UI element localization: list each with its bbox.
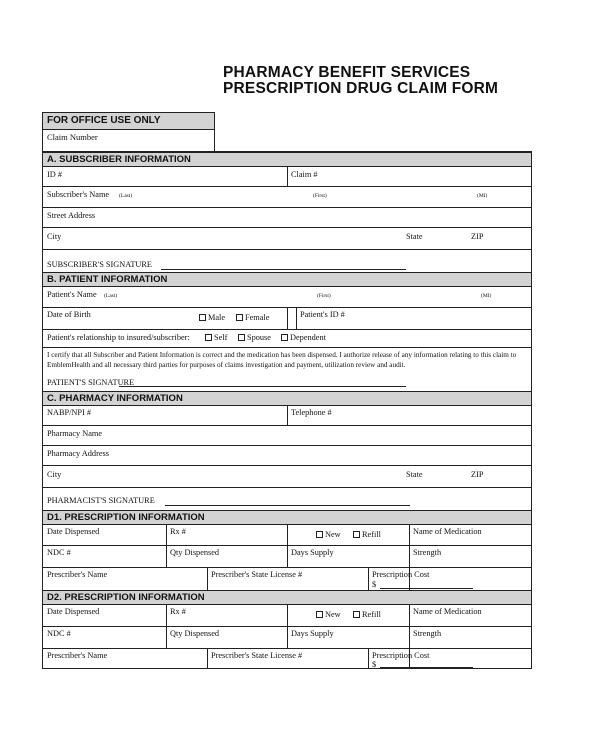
gender-female-option[interactable] [236, 313, 269, 323]
checkbox-icon[interactable] [205, 334, 212, 341]
divider [368, 648, 369, 668]
checkbox-icon[interactable] [236, 314, 243, 321]
rx1-rx-number-field[interactable]: Rx # [170, 527, 186, 536]
office-use-box [42, 112, 215, 152]
subscriber-signature-line[interactable] [161, 269, 406, 270]
divider [43, 347, 531, 348]
subscriber-zip-field[interactable]: ZIP [471, 232, 484, 241]
subscriber-signature-label: SUBSCRIBER'S SIGNATURE [47, 260, 152, 269]
rx2-qty-field[interactable]: Qty Dispensed [170, 629, 220, 638]
subscriber-mi-hint: (MI) [477, 193, 488, 199]
rx2-cost-line[interactable] [380, 667, 473, 668]
rx2-new-option[interactable] [316, 610, 341, 620]
subscriber-first-hint: (First) [313, 193, 327, 199]
claim-form [42, 151, 532, 669]
rx1-new-label: New [325, 530, 341, 539]
rx1-refill-option[interactable] [353, 530, 381, 540]
pharmacy-state-field[interactable]: State [406, 470, 423, 479]
rx2-days-supply-field[interactable]: Days Supply [291, 629, 334, 638]
divider [43, 227, 531, 228]
patient-id-field[interactable]: Patient's ID # [300, 310, 345, 319]
divider [43, 567, 531, 568]
checkbox-icon[interactable] [353, 611, 360, 618]
divider [207, 648, 208, 668]
divider [43, 249, 531, 250]
subscriber-city-field[interactable]: City [47, 232, 62, 241]
checkbox-icon[interactable] [281, 334, 288, 341]
rx1-cost-line[interactable] [380, 588, 473, 589]
rx1-medication-name-field[interactable]: Name of Medication [413, 527, 482, 536]
divider [43, 626, 531, 627]
rx2-refill-label: Refill [362, 610, 381, 619]
relationship-self-option[interactable] [205, 333, 227, 343]
rx1-dollar-sign: $ [372, 580, 377, 589]
divider [43, 487, 531, 488]
pharmacy-zip-field[interactable]: ZIP [471, 470, 484, 479]
pharmacy-address-field[interactable]: Pharmacy Address [47, 449, 109, 458]
rx2-cost-label: Prescription Cost [372, 651, 430, 660]
subscriber-last-hint: (Last) [119, 193, 133, 199]
patient-name-field[interactable]: Patient's Name [47, 290, 97, 299]
rx2-prescriber-name-field[interactable]: Prescriber's Name [47, 651, 108, 660]
patient-first-hint: (First) [317, 293, 331, 299]
self-label: Self [214, 333, 228, 342]
divider [43, 648, 531, 649]
male-label: Male [208, 313, 226, 322]
checkbox-icon[interactable] [316, 531, 323, 538]
divider [43, 465, 531, 466]
subscriber-state-field[interactable]: State [406, 232, 423, 241]
rx2-date-dispensed-field[interactable]: Date Dispensed [47, 607, 100, 616]
gender-male-option[interactable] [199, 313, 225, 323]
checkbox-icon[interactable] [316, 611, 323, 618]
rx1-days-supply-field[interactable]: Days Supply [291, 548, 334, 557]
pharmacy-nabp-field[interactable]: NABP/NPI # [47, 408, 92, 417]
subscriber-id-field[interactable]: ID # [47, 170, 62, 179]
patient-mi-hint: (MI) [481, 293, 492, 299]
patient-dob-field[interactable]: Date of Birth [47, 310, 91, 319]
divider [368, 567, 369, 590]
divider [43, 445, 531, 446]
pharmacist-signature-label: PHARMACIST'S SIGNATURE [47, 496, 155, 505]
office-use-header: FOR OFFICE USE ONLY [43, 113, 214, 130]
rx2-medication-name-field[interactable]: Name of Medication [413, 607, 482, 616]
certification-statement: I certify that all Subscriber and Patient Information is correct and the medication has been dispensed. I authorize release of any information relating to this claim to EmblemHealth and all necessary third parties for purposes of claims investigation and payment, utilization review and audit. [47, 351, 517, 369]
rx2-strength-field[interactable]: Strength [413, 629, 442, 638]
subscriber-name-field[interactable]: Subscriber's Name [47, 190, 110, 199]
divider [43, 207, 531, 208]
rx1-refill-label: Refill [362, 530, 381, 539]
divider [296, 307, 297, 329]
rx1-strength-field[interactable]: Strength [413, 548, 442, 557]
rx1-ndc-field[interactable]: NDC # [47, 548, 71, 557]
rx2-rx-number-field[interactable]: Rx # [170, 607, 186, 616]
form-title-line1: PHARMACY BENEFIT SERVICES [223, 64, 471, 81]
pharmacy-telephone-field[interactable]: Telephone # [291, 408, 332, 417]
checkbox-icon[interactable] [353, 531, 360, 538]
relationship-dependent-option[interactable] [281, 333, 326, 343]
patient-last-hint: (Last) [104, 293, 118, 299]
patient-signature-label: PATIENT'S SIGNATURE [47, 378, 135, 387]
form-title-line2: PRESCRIPTION DRUG CLAIM FORM [223, 80, 499, 97]
subscriber-claim-field[interactable]: Claim # [291, 170, 318, 179]
rx1-prescriber-name-field[interactable]: Prescriber's Name [47, 570, 108, 579]
rx1-license-field[interactable]: Prescriber's State License # [211, 570, 303, 579]
divider [43, 425, 531, 426]
rx2-refill-option[interactable] [353, 610, 381, 620]
claim-number-field[interactable]: Claim Number [47, 132, 98, 142]
divider [43, 545, 531, 546]
female-label: Female [245, 313, 270, 322]
section-patient-header: B. PATIENT INFORMATION [43, 272, 531, 287]
rx1-qty-field[interactable]: Qty Dispensed [170, 548, 220, 557]
subscriber-address-field[interactable]: Street Address [47, 211, 96, 220]
divider [287, 307, 288, 329]
relationship-spouse-option[interactable] [238, 333, 271, 343]
rx1-date-dispensed-field[interactable]: Date Dispensed [47, 527, 100, 536]
pharmacy-name-field[interactable]: Pharmacy Name [47, 429, 103, 438]
divider [287, 405, 288, 425]
section-subscriber-header: A. SUBSCRIBER INFORMATION [43, 152, 531, 167]
rx2-license-field[interactable]: Prescriber's State License # [211, 651, 303, 660]
section-rx2-header: D2. PRESCRIPTION INFORMATION [43, 590, 531, 605]
patient-relationship-label: Patient's relationship to insured/subscriber: [47, 333, 190, 342]
divider [207, 567, 208, 590]
rx2-ndc-field[interactable]: NDC # [47, 629, 71, 638]
divider [43, 329, 531, 330]
section-rx1-header: D1. PRESCRIPTION INFORMATION [43, 510, 531, 525]
rx2-new-label: New [325, 610, 341, 619]
divider [409, 524, 410, 590]
section-pharmacy-header: C. PHARMACY INFORMATION [43, 391, 531, 406]
divider [287, 166, 288, 186]
dependent-label: Dependent [290, 333, 326, 342]
patient-signature-line[interactable] [119, 386, 406, 387]
rx2-dollar-sign: $ [372, 660, 377, 669]
divider [43, 186, 531, 187]
pharmacist-signature-line[interactable] [165, 505, 410, 506]
spouse-label: Spouse [247, 333, 271, 342]
rx1-cost-label: Prescription Cost [372, 570, 430, 579]
rx1-new-option[interactable] [316, 530, 341, 540]
pharmacy-city-field[interactable]: City [47, 470, 62, 479]
checkbox-icon[interactable] [238, 334, 245, 341]
checkbox-icon[interactable] [199, 314, 206, 321]
